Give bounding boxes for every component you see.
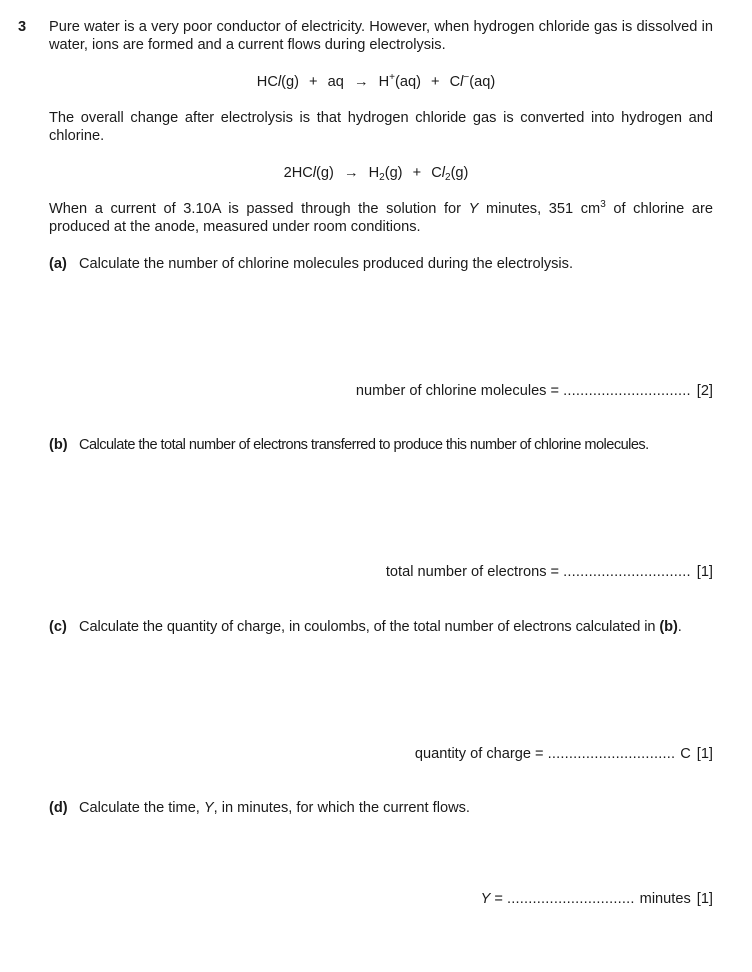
question-intro: Pure water is a very poor conductor of electricity. However, when hydrogen chloride gas is dissolved in water, ions are formed and a current flows during electrolysis. [49, 19, 713, 53]
overall-equation: $2HCl(g) \to H_2(g) + Cl_2(g)$ [283, 165, 469, 183]
part-a-text: Calculate the number of chlorine molecules produced during the electrolysis. [79, 256, 574, 272]
part-c-answer-line[interactable]: quantity of charge = .............................. C [1] [414, 746, 713, 762]
question-number: 3 [18, 19, 27, 35]
part-d-answer-line[interactable]: Y = .............................. minutes [1] [480, 891, 713, 907]
part-a-label: (a) [49, 256, 67, 272]
part-d-label: (d) [49, 800, 68, 816]
part-b-text: Calculate the total number of electrons transferred to produce this number of chlorine molecules. [79, 437, 649, 453]
part-a-answer-line[interactable]: number of chlorine molecules = .............................. [2] [355, 383, 713, 399]
ionisation-equation: HCl(g) + aq → H+(aq) + Cl−(aq) [256, 72, 496, 90]
part-b-answer-line[interactable]: total number of electrons = .............................. [1] [385, 564, 713, 580]
part-c-label: (c) [49, 619, 67, 635]
part-d-text: Calculate the time, Y, in minutes, for which the current flows. [79, 800, 470, 816]
part-c-text: Calculate the quantity of charge, in coulombs, of the total number of electrons calculated in (b). [79, 619, 682, 635]
current-conditions-text: When a current of 3.10A is passed through the solution for Y minutes, 351 $cm^3$ of chlorine are produced at the anode, measured under room conditions. [49, 199, 713, 235]
overall-change-text: The overall change after electrolysis is that hydrogen chloride gas is converted into hydrogen and chlorine. [49, 110, 713, 144]
part-b-label: (b) [49, 437, 68, 453]
